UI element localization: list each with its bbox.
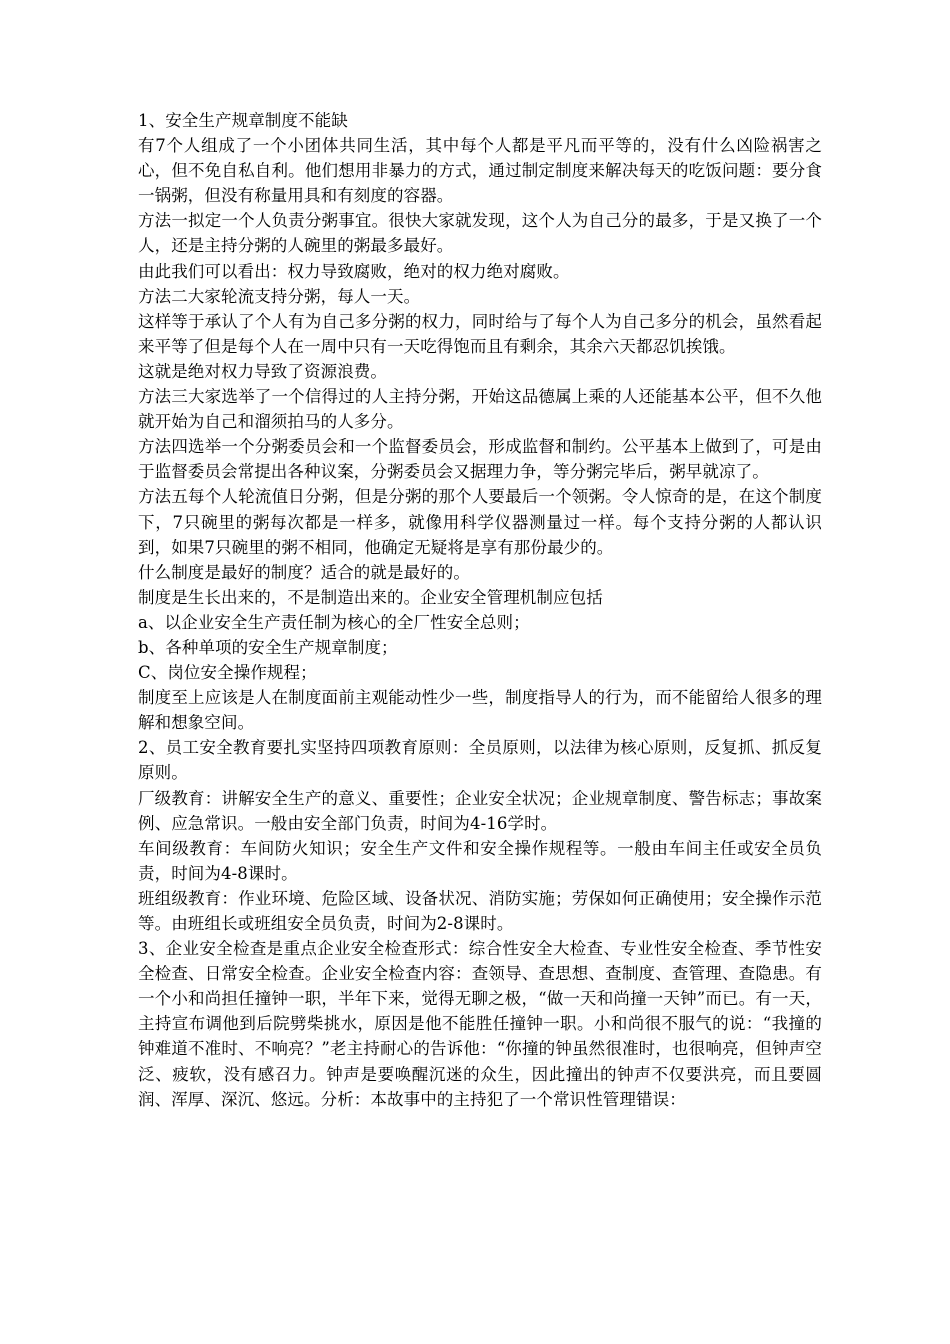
paragraph: 这就是绝对权力导致了资源浪费。 — [138, 361, 387, 381]
paragraph: 方法一拟定一个人负责分粥事宜。很快大家就发现，这个人为自己分的最多，于是又换了一个人，还是主持分粥的人碗里的粥最多最好。 — [138, 211, 822, 256]
list-item: C、岗位安全操作规程； — [138, 663, 317, 683]
section-heading-2: 2、员工安全教育要扎实坚持四项教育原则：全员原则，以法律为核心原则，反复抓、抓反复原则。 — [138, 738, 822, 783]
section-heading-3: 3、企业安全检查是重点企业安全检查形式：综合性安全大检查、专业性安全检查、季节性安全检查、日常安全检查。企业安全检查内容：查领导、查思想、查制度、查管理、查隐患。有一个小和尚担任撞钟一职，半年下来，觉得无聊之极，“做一天和尚撞一天钟”而已。有一天，主持宣布调他到后院劈柴挑水，原因是他不能胜任撞钟一职。小和尚很不服气的说：“我撞的钟难道不准时、不响亮？”老主持耐心的告诉他：“你撞的钟虽然很准时，也很响亮，但钟声空泛、疲软，没有感召力。钟声是要唤醒沉迷的众生，因此撞出的钟声不仅要洪亮，而且要圆润、浑厚、深沉、悠远。分析：本故事中的主持犯了一个常识性管理错误： — [138, 939, 822, 1109]
list-item: a、以企业安全生产责任制为核心的全厂性安全总则； — [138, 612, 530, 632]
section-heading-1: 1、安全生产规章制度不能缺 — [138, 111, 348, 130]
paragraph: 车间级教育：车间防火知识；安全生产文件和安全操作规程等。一般由车间主任或安全员负责，时间为4-8课时。 — [138, 838, 822, 883]
paragraph: 有7个人组成了一个小团体共同生活，其中每个人都是平凡而平等的，没有什么凶险祸害之心，但不免自私自利。他们想用非暴力的方式，通过制定制度来解决每天的吃饭问题：要分食一锅粥，但没有称量用具和有刻度的容器。 — [138, 136, 822, 206]
paragraph: 由此我们可以看出：权力导致腐败，绝对的权力绝对腐败。 — [138, 261, 570, 281]
document-body — [138, 108, 822, 1112]
paragraph: 这样等于承认了个人有为自己多分粥的权力，同时给与了每个人为自己多分的机会，虽然看起来平等了但是每个人在一周中只有一天吃得饱而且有剩余，其余六天都忍饥挨饿。 — [138, 311, 822, 356]
paragraph: 方法四选举一个分粥委员会和一个监督委员会，形成监督和制约。公平基本上做到了，可是由于监督委员会常提出各种议案，分粥委员会又据理力争，等分粥完毕后，粥早就凉了。 — [138, 437, 822, 482]
paragraph: 方法三大家选举了一个信得过的人主持分粥，开始这品德属上乘的人还能基本公平，但不久他就开始为自己和溜须拍马的人多分。 — [138, 387, 822, 432]
paragraph: 班组级教育：作业环境、危险区域、设备状况、消防实施；劳保如何正确使用；安全操作示范等。由班组长或班组安全员负责，时间为2-8课时。 — [138, 888, 822, 933]
paragraph: 制度是生长出来的，不是制造出来的。企业安全管理机制应包括 — [138, 587, 603, 607]
paragraph: 方法二大家轮流支持分粥，每人一天。 — [138, 286, 421, 306]
paragraph: 方法五每个人轮流值日分粥，但是分粥的那个人要最后一个领粥。令人惊奇的是，在这个制度下，7只碗里的粥每次都是一样多，就像用科学仪器测量过一样。每个支持分粥的人都认识到，如果7只碗里的粥不相同，他确定无疑将是享有那份最少的。 — [138, 487, 822, 557]
paragraph: 制度至上应该是人在制度面前主观能动性少一些，制度指导人的行为，而不能留给人很多的理解和想象空间。 — [138, 688, 822, 733]
list-item: b、各种单项的安全生产规章制度； — [138, 637, 398, 657]
paragraph: 厂级教育：讲解安全生产的意义、重要性；企业安全状况；企业规章制度、警告标志；事故案例、应急常识。一般由安全部门负责，时间为4-16学时。 — [138, 788, 822, 833]
paragraph: 什么制度是最好的制度？适合的就是最好的。 — [138, 562, 470, 582]
